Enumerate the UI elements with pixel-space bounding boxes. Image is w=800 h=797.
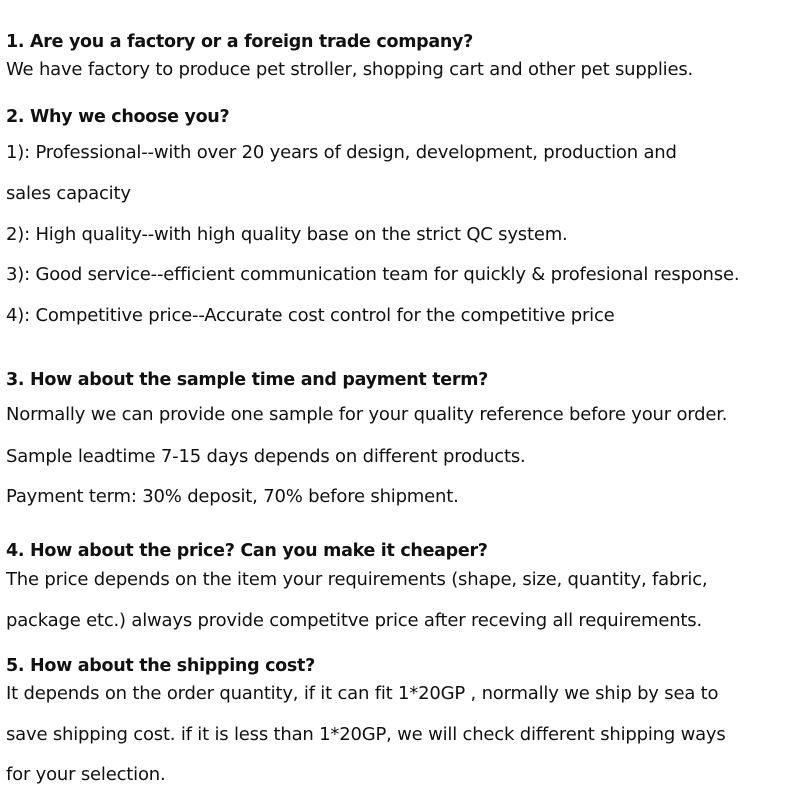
- faq-question-1: 1. Are you a factory or a foreign trade company?: [6, 32, 473, 52]
- faq-answer-3-line-1: Normally we can provide one sample for your quality reference before your order.: [6, 404, 728, 425]
- faq-question-2: 2. Why we choose you?: [6, 107, 230, 127]
- faq-answer-4-line-2: package etc.) always provide competitve price after receving all requirements.: [6, 610, 702, 631]
- faq-answer-5-line-1: It depends on the order quantity, if it can fit 1*20GP , normally we ship by sea to: [6, 683, 719, 704]
- faq-question-5: 5. How about the shipping cost?: [6, 656, 315, 676]
- faq-answer-2-line-1: 1): Professional--with over 20 years of design, development, production and: [6, 142, 677, 163]
- faq-question-3: 3. How about the sample time and payment term?: [6, 370, 488, 390]
- faq-answer-5-line-2: save shipping cost. if it is less than 1*20GP, we will check different shipping ways: [6, 724, 726, 745]
- faq-answer-2-line-4: 3): Good service--efficient communication team for quickly & profesional response.: [6, 264, 740, 285]
- faq-question-4: 4. How about the price? Can you make it cheaper?: [6, 541, 488, 561]
- faq-answer-2-line-2: sales capacity: [6, 183, 131, 204]
- faq-answer-1-line-1: We have factory to produce pet stroller, shopping cart and other pet supplies.: [6, 59, 694, 80]
- faq-answer-4-line-1: The price depends on the item your requirements (shape, size, quantity, fabric,: [6, 569, 708, 590]
- faq-answer-5-line-3: for your selection.: [6, 764, 166, 785]
- faq-answer-2-line-5: 4): Competitive price--Accurate cost control for the competitive price: [6, 305, 615, 326]
- faq-answer-3-line-2: Sample leadtime 7-15 days depends on different products.: [6, 446, 526, 467]
- faq-answer-2-line-3: 2): High quality--with high quality base on the strict QC system.: [6, 224, 568, 245]
- faq-answer-3-line-3: Payment term: 30% deposit, 70% before shipment.: [6, 486, 459, 507]
